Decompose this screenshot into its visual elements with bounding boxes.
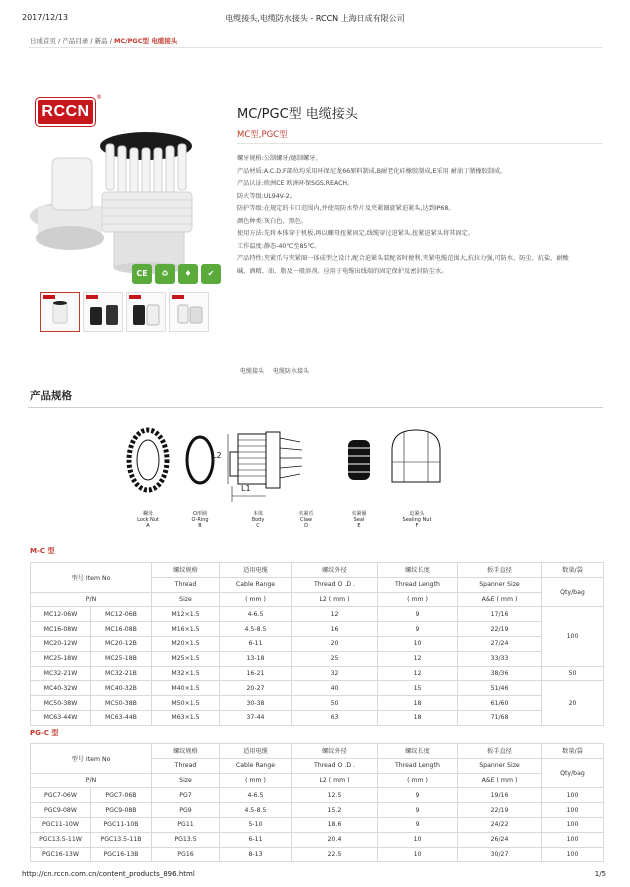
header-cable-en: Cable Range [220, 758, 292, 773]
part-label-cn: 夹紧爪 [298, 511, 314, 517]
header-spanner: 扳手直径 [458, 563, 542, 578]
header-cable: 适用电缆 [220, 744, 292, 759]
breadcrumb-home[interactable]: 日成首页 [30, 37, 56, 45]
header-unit: ( mm ) [220, 773, 292, 788]
cell-cable: 4.5-8.5 [220, 803, 292, 818]
cell-pn-black: MC20-12B [91, 636, 152, 651]
cell-pn-black: PGC9-08B [91, 803, 152, 818]
header-od-en: Thread O .D . [292, 577, 378, 592]
header-thread-en: Thread [152, 577, 220, 592]
cell-pn-black: PGC13.5-11B [91, 832, 152, 847]
cell-od: 40 [292, 681, 378, 696]
thumbnail-3[interactable] [126, 292, 166, 332]
header-length: 螺纹长度 [378, 563, 458, 578]
part-label-cn: 迫紧头 [409, 511, 425, 517]
ce-icon: CE [132, 264, 152, 284]
cell-od: 18.6 [292, 817, 378, 832]
cell-qty: 100 [542, 788, 604, 803]
table-row [31, 607, 604, 622]
cell-pn-black: MC50-38B [91, 696, 152, 711]
mini-logo [129, 295, 141, 299]
cell-spanner: 51/46 [458, 681, 542, 696]
table-row [31, 666, 604, 681]
spec-line: 颜色种类:灰白色、黑色。 [237, 217, 308, 225]
cell-od: 20.4 [292, 832, 378, 847]
spec-line: 产品特性:夹紧爪与夹紧圈一体成型之设计,配合迫紧头装配省时便利,夹紧电缆范围大,抗拉力强,可防水、防尘、抗盐、耐酸碱、酒精、油、脂及一般溶剂。应用于电缆出线端的固定保护及密封防尘水。 [237, 255, 569, 275]
divider [237, 143, 603, 144]
header-size: Size [152, 773, 220, 788]
cell-qty: 50 [542, 666, 604, 681]
cell-length: 18 [378, 710, 458, 725]
mc-spec-table [30, 562, 604, 726]
part-label-cn: 本体 [252, 511, 263, 517]
cell-spanner: 71/68 [458, 710, 542, 725]
cell-length: 12 [378, 666, 458, 681]
eco-icon: ♦ [178, 264, 198, 284]
spec-line: 产品认证:欧洲CE 欧洲环保SGS,REACH。 [237, 180, 354, 187]
cell-cable: 5-10 [220, 817, 292, 832]
cell-pn-black: MC63-44B [91, 710, 152, 725]
part-label-cn: 螺母 [142, 511, 153, 517]
mini-logo [172, 295, 184, 299]
spec-line: 产品材质:A.C.D.F部位均采用环保尼龙66原料制成,B耐老化硅橡胶制成,E采用 耐油丁腈橡胶制成。 [237, 167, 507, 175]
table-row [31, 832, 604, 847]
cell-size: PG7 [152, 788, 220, 803]
cell-pn-black: MC25-18B [91, 651, 152, 666]
thumbnail-1[interactable] [40, 292, 80, 332]
cell-pn-white: MC40-32W [31, 681, 91, 696]
dimension-l1: L1 [241, 484, 251, 493]
cell-length: 18 [378, 696, 458, 711]
part-label-en: Sealing Nut [402, 517, 432, 523]
cell-qty: 100 [542, 847, 604, 862]
cell-pn-white: PGC7-06W [31, 788, 91, 803]
cell-size: M12×1.5 [152, 607, 220, 622]
cell-pn-white: MC16-08W [31, 622, 91, 637]
cell-od: 32 [292, 666, 378, 681]
header-od: 螺纹外径 [292, 563, 378, 578]
mini-logo [86, 295, 98, 299]
product-specs [237, 153, 577, 278]
header-pn: P/N [31, 592, 152, 607]
header-thread-en: Thread [152, 758, 220, 773]
brand-logo: RCCN [36, 98, 95, 126]
header-unit: L2 ( mm ) [292, 592, 378, 607]
breadcrumb-separator: / [56, 37, 63, 45]
part-label-en: Body [251, 517, 265, 523]
part-code: A [146, 523, 150, 529]
header-cable-en: Cable Range [220, 577, 292, 592]
header-length: 螺纹长度 [378, 744, 458, 759]
cell-pn-white: MC20-12W [31, 636, 91, 651]
dimension-l2: L2 [212, 451, 222, 460]
cell-spanner: 24/22 [458, 817, 542, 832]
cell-od: 25 [292, 651, 378, 666]
cell-spanner: 27/24 [458, 636, 542, 651]
header-model: 型号 Item No [31, 744, 152, 774]
cell-pn-black: MC40-32B [91, 681, 152, 696]
cell-od: 16 [292, 622, 378, 637]
spec-line: 工作温度:静态-40℃至85℃。 [237, 242, 321, 250]
part-sealing-nut [394, 511, 440, 529]
thumbnail-4[interactable] [169, 292, 209, 332]
cell-cable: 16-21 [220, 666, 292, 681]
cell-size: M32×1.5 [152, 666, 220, 681]
cell-od: 22.5 [292, 847, 378, 862]
cell-spanner: 19/16 [458, 788, 542, 803]
pgc-series-label: PG-C 型 [30, 729, 59, 737]
part-code: E [357, 523, 361, 529]
cell-pn-white: MC50-38W [31, 696, 91, 711]
table-row [31, 636, 604, 651]
cell-size: M50×1.5 [152, 696, 220, 711]
print-date: 2017/12/13 [22, 13, 69, 22]
cell-qty: 100 [542, 817, 604, 832]
header-spanner-en: Spanner Size [458, 758, 542, 773]
part-code: D [304, 523, 308, 529]
section-title: 产品规格 [30, 390, 72, 402]
cell-pn-black: PGC11-10B [91, 817, 152, 832]
header-unit: ( mm ) [220, 592, 292, 607]
cell-cable: 37-44 [220, 710, 292, 725]
part-o-ring [180, 511, 220, 529]
product-main-image[interactable] [28, 88, 224, 288]
table-header-row [31, 592, 604, 607]
page-url[interactable]: http://cn.rccn.com.cn/content_products_896.html [22, 870, 195, 878]
cell-qty: 100 [542, 607, 604, 666]
cell-spanner: 26/24 [458, 832, 542, 847]
header-unit: ( mm ) [378, 773, 458, 788]
cell-cable: 8-13 [220, 847, 292, 862]
cell-size: PG16 [152, 847, 220, 862]
cell-spanner: 61/60 [458, 696, 542, 711]
cell-pn-black: MC32-21B [91, 666, 152, 681]
cell-pn-black: PGC16-13B [91, 847, 152, 862]
breadcrumb-catalog[interactable]: 产品目录 [62, 37, 89, 45]
mc-series-label: M-C 型 [30, 547, 55, 555]
header-model: 型号 Item No [31, 563, 152, 593]
table-header-row [31, 563, 604, 578]
header-unit: ( mm ) [378, 592, 458, 607]
header-qty-en: Qty/bag [542, 758, 604, 788]
header-pn: P/N [31, 773, 152, 788]
table-row [31, 847, 604, 862]
recycle-icon: ♻ [155, 264, 175, 284]
cell-pn-black: MC12-06B [91, 607, 152, 622]
header-qty-en: Qty/bag [542, 577, 604, 607]
cell-size: PG9 [152, 803, 220, 818]
cell-pn-black: MC16-08B [91, 622, 152, 637]
cell-cable: 13-18 [220, 651, 292, 666]
print-page-title: 电缆接头,电缆防水接头 - RCCN 上海日成有限公司 [225, 14, 405, 23]
part-label-cn: O形圈 [193, 511, 207, 517]
cell-qty: 20 [542, 681, 604, 725]
cell-cable: 6-11 [220, 636, 292, 651]
table-row [31, 788, 604, 803]
cell-cable: 4.5-8.5 [220, 622, 292, 637]
pgc-spec-table [30, 743, 604, 862]
header-qty: 数量/袋 [542, 744, 604, 759]
header-cable: 适用电缆 [220, 563, 292, 578]
part-body [238, 511, 278, 529]
spec-line: 防火等级:UL94V-2。 [237, 192, 296, 200]
spec-line: 使用方法:先将本体穿于机板,再以螺母扭紧固定,线缆穿过迫紧头,扭紧迫紧头将其固定。 [237, 230, 474, 237]
tag-link[interactable]: 电缆接头 [240, 368, 265, 375]
table-row [31, 651, 604, 666]
breadcrumb-news[interactable]: 新品 [94, 37, 108, 45]
part-label-en: Claw [299, 517, 313, 523]
page-number: 1/5 [594, 870, 606, 878]
table-row [31, 817, 604, 832]
cell-pn-white: MC25-18W [31, 651, 91, 666]
cell-size: M20×1.5 [152, 636, 220, 651]
spec-line: 防护等级:在规定的卡口范围内,并使用防水垫片及夹紧圈旋紧迫紧头,达到IP68。 [237, 205, 455, 212]
header-unit: A&E ( mm ) [458, 592, 542, 607]
header-spanner-en: Spanner Size [458, 577, 542, 592]
part-lock-nut [128, 511, 168, 529]
cell-od: 20 [292, 636, 378, 651]
mini-logo [43, 295, 55, 299]
cable-gland-photo [28, 88, 224, 288]
cell-spanner: 22/19 [458, 622, 542, 637]
cell-pn-white: PGC16-13W [31, 847, 91, 862]
part-claw [286, 511, 326, 529]
part-label-cn: 夹紧圈 [351, 511, 367, 517]
cell-length: 9 [378, 788, 458, 803]
divider [28, 47, 603, 48]
cell-pn-white: PGC9-08W [31, 803, 91, 818]
cell-od: 15.2 [292, 803, 378, 818]
cell-qty: 100 [542, 803, 604, 818]
cell-pn-black: PGC7-06B [91, 788, 152, 803]
cell-length: 9 [378, 803, 458, 818]
table-row [31, 803, 604, 818]
divider [28, 407, 603, 408]
thumbnail-strip [40, 292, 209, 332]
product-tags [240, 366, 316, 375]
header-unit: A&E ( mm ) [458, 773, 542, 788]
part-code: C [256, 523, 260, 529]
cell-length: 9 [378, 622, 458, 637]
cell-length: 9 [378, 817, 458, 832]
check-icon: ✔ [201, 264, 221, 284]
part-label-en: Seal [353, 517, 365, 523]
table-row [31, 710, 604, 725]
cell-pn-white: MC32-21W [31, 666, 91, 681]
header-length-en: Thread Length [378, 758, 458, 773]
cell-spanner: 30/27 [458, 847, 542, 862]
cell-od: 12.5 [292, 788, 378, 803]
cell-od: 50 [292, 696, 378, 711]
header-thread: 螺纹规格 [152, 563, 220, 578]
cell-od: 12 [292, 607, 378, 622]
cell-pn-white: MC12-06W [31, 607, 91, 622]
header-size: Size [152, 592, 220, 607]
part-label-en: O-Ring [191, 517, 209, 523]
header-od-en: Thread O .D . [292, 758, 378, 773]
cell-length: 10 [378, 847, 458, 862]
cell-spanner: 33/33 [458, 651, 542, 666]
header-thread: 螺纹规格 [152, 744, 220, 759]
cell-length: 15 [378, 681, 458, 696]
cell-pn-white: PGC13.5-11W [31, 832, 91, 847]
cell-size: M16×1.5 [152, 622, 220, 637]
cell-size: M63×1.5 [152, 710, 220, 725]
table-row [31, 681, 604, 696]
table-header-row [31, 773, 604, 788]
cell-size: PG13.5 [152, 832, 220, 847]
exploded-diagram [120, 420, 480, 538]
part-seal [339, 511, 379, 529]
cell-cable: 4-6.5 [220, 607, 292, 622]
cell-length: 9 [378, 607, 458, 622]
breadcrumb [30, 36, 177, 45]
product-subtitle: MC型,PGC型 [237, 130, 288, 140]
spec-line: 螺牙规格:公制螺牙/德制螺牙。 [237, 155, 322, 162]
registered-mark: ® [96, 94, 102, 101]
cell-cable: 30-38 [220, 696, 292, 711]
cell-length: 12 [378, 651, 458, 666]
table-row [31, 696, 604, 711]
cell-pn-white: PGC11-10W [31, 817, 91, 832]
cell-cable: 6-11 [220, 832, 292, 847]
header-unit: L2 ( mm ) [292, 773, 378, 788]
part-label-en: Lock Nut [137, 517, 159, 523]
cell-spanner: 17/16 [458, 607, 542, 622]
cell-size: M25×1.5 [152, 651, 220, 666]
header-od: 螺纹外径 [292, 744, 378, 759]
cell-od: 63 [292, 710, 378, 725]
header-qty: 数量/袋 [542, 563, 604, 578]
cell-size: M40×1.5 [152, 681, 220, 696]
header-spanner: 扳手直径 [458, 744, 542, 759]
breadcrumb-separator: / [107, 37, 114, 45]
tag-link[interactable]: 电缆防水接头 [272, 368, 309, 375]
cell-qty: 100 [542, 832, 604, 847]
cell-cable: 20-27 [220, 681, 292, 696]
cell-spanner: 38/36 [458, 666, 542, 681]
cell-length: 10 [378, 832, 458, 847]
cell-pn-white: MC63-44W [31, 710, 91, 725]
cell-cable: 4-6.5 [220, 788, 292, 803]
table-row [31, 622, 604, 637]
breadcrumb-separator: / [88, 37, 95, 45]
cell-size: PG11 [152, 817, 220, 832]
product-title: MC/PGC型 电缆接头 [237, 107, 358, 122]
part-code: B [198, 523, 202, 529]
cell-spanner: 22/19 [458, 803, 542, 818]
part-code: F [415, 523, 419, 529]
breadcrumb-current: MC/PGC型 电缆接头 [113, 37, 178, 45]
header-length-en: Thread Length [378, 577, 458, 592]
table-header-row [31, 744, 604, 759]
cell-length: 10 [378, 636, 458, 651]
thumbnail-2[interactable] [83, 292, 123, 332]
certification-badges [132, 264, 221, 284]
